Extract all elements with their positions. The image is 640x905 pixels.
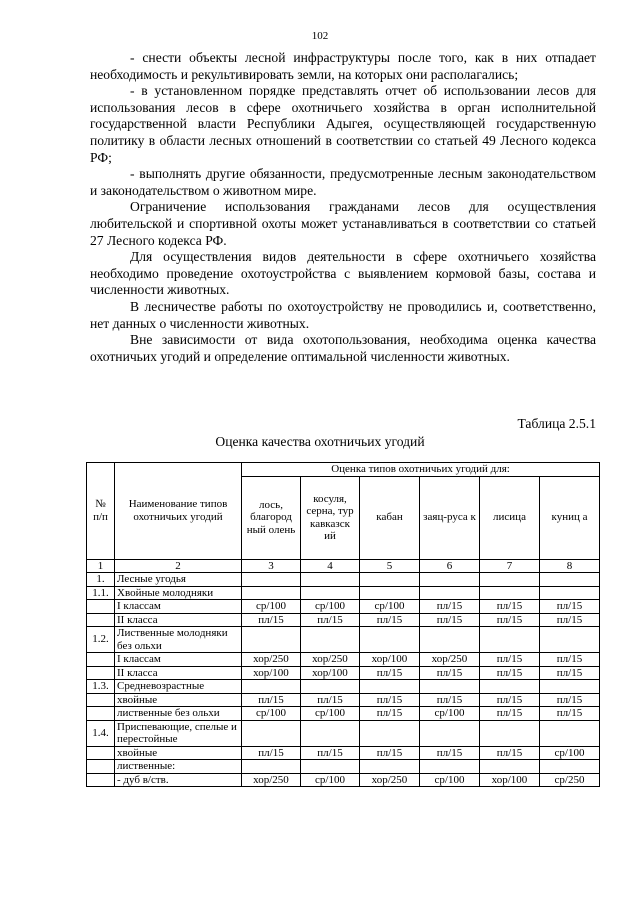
table-row [87,720,600,746]
row-value: пл/15 [420,746,480,760]
table-row [87,627,600,653]
paragraph: - выполнять другие обязанности, предусмотренные лесным законодательством и законодательством о животном мире. [90,166,596,198]
hunting-grounds-table [86,462,600,787]
paragraph: Ограничение использования гражданами лесов для осуществления любительской и спортивной охоты может устанавливаться в соответствии со статьей 27 Лесного кодекса РФ. [90,199,596,248]
row-value: пл/15 [360,613,420,627]
row-value: пл/15 [360,707,420,721]
row-value: пл/15 [242,746,301,760]
row-name: лиственные: [115,760,242,774]
column-number-row [87,559,600,573]
row-value [360,720,420,746]
table-row [87,707,600,721]
table-row [87,653,600,667]
row-value [301,760,360,774]
paragraph: Вне зависимости от вида охотопользования, необходима оценка качества охотничьих угодий и определение оптимальной численности животных. [90,332,596,364]
row-value [420,760,480,774]
row-name: I классам [115,600,242,614]
row-value [480,627,540,653]
table-row [87,600,600,614]
row-value: пл/15 [242,613,301,627]
column-number: 1 [87,559,115,573]
row-value: пл/15 [301,613,360,627]
column-number: 8 [540,559,600,573]
row-value: пл/15 [540,600,600,614]
row-value: пл/15 [360,666,420,680]
row-value [301,720,360,746]
row-value [420,627,480,653]
paragraph: Для осуществления видов деятельности в сфере охотничьего хозяйства необходимо проведение охотоустройства с выявлением кормовой базы, состава и численности животных. [90,249,596,298]
row-number [87,666,115,680]
paragraph: - в установленном порядке представлять отчет об использовании лесов для использования лесов в сфере охотничьего хозяйства в орган исполнительной государственной власти Республики Адыгея, осуществляющей государственную политику в области лесных отношений в соответствии со статьей 49 Лесного кодекса РФ; [90,83,596,165]
table-row [87,680,600,694]
row-value [540,573,600,587]
row-name: I классам [115,653,242,667]
table-row [87,746,600,760]
column-number: 7 [480,559,540,573]
row-number [87,693,115,707]
row-value: пл/15 [420,600,480,614]
row-number [87,600,115,614]
row-value [301,680,360,694]
table-row [87,760,600,774]
header-num: № п/п [87,463,115,560]
row-value: пл/15 [540,693,600,707]
row-value [360,573,420,587]
column-number: 4 [301,559,360,573]
row-value: пл/15 [420,693,480,707]
header-column: заяц-руса к [420,476,480,559]
row-value [242,680,301,694]
row-value [480,720,540,746]
row-value: ср/100 [420,707,480,721]
paragraph: В лесничестве работы по охотоустройству не проводились и, соответственно, нет данных о численности животных. [90,298,596,331]
row-value: пл/15 [420,666,480,680]
row-value: пл/15 [242,693,301,707]
row-value: ср/100 [540,746,600,760]
row-value [242,586,301,600]
row-name: хвойные [115,693,242,707]
row-value: ср/100 [360,600,420,614]
table-row [87,693,600,707]
row-value: пл/15 [480,746,540,760]
row-value [360,680,420,694]
row-value: пл/15 [480,613,540,627]
column-number: 5 [360,559,420,573]
row-value [480,573,540,587]
row-value: хор/250 [301,653,360,667]
row-number [87,773,115,787]
table-row [87,613,600,627]
row-value [242,760,301,774]
row-value: пл/15 [360,746,420,760]
row-name: Приспевающие, спелые и перестойные [115,720,242,746]
row-value: пл/15 [360,693,420,707]
row-value [540,627,600,653]
row-value: ср/100 [420,773,480,787]
row-value [420,586,480,600]
row-number [87,760,115,774]
table-row [87,773,600,787]
row-name: хвойные [115,746,242,760]
row-value [420,720,480,746]
row-value [540,680,600,694]
header-column: лисица [480,476,540,559]
row-value: пл/15 [540,613,600,627]
row-value: ср/250 [540,773,600,787]
row-value [242,720,301,746]
row-value: хор/100 [301,666,360,680]
row-value: ср/100 [301,773,360,787]
table-row [87,586,600,600]
row-number: 1.4. [87,720,115,746]
table-body [87,573,600,787]
row-number: 1.1. [87,586,115,600]
row-value [301,586,360,600]
table-label: Таблица 2.5.1 [517,416,596,431]
row-number: 1.2. [87,627,115,653]
table-row [87,666,600,680]
row-value [242,627,301,653]
row-value: пл/15 [480,693,540,707]
row-name: Лиственные молодняки без ольхи [115,627,242,653]
row-name: - дуб в/ств. [115,773,242,787]
body-text [90,50,596,365]
header-column: косуля, серна, тур кавказск ий [301,476,360,559]
column-number: 3 [242,559,301,573]
row-value: пл/15 [301,693,360,707]
row-number: 1.3. [87,680,115,694]
row-name: лиственные без ольхи [115,707,242,721]
row-value: ср/100 [301,707,360,721]
row-value [540,760,600,774]
row-value [540,586,600,600]
row-value [360,586,420,600]
row-number [87,613,115,627]
row-value [480,760,540,774]
row-value: пл/15 [480,666,540,680]
column-number: 6 [420,559,480,573]
row-value [360,760,420,774]
row-value: хор/100 [360,653,420,667]
row-value: хор/100 [242,666,301,680]
row-value [480,680,540,694]
row-number [87,653,115,667]
header-column: кабан [360,476,420,559]
row-value: ср/100 [242,600,301,614]
row-value [360,627,420,653]
row-name: II класса [115,613,242,627]
row-value: пл/15 [540,666,600,680]
row-value [420,680,480,694]
row-value: пл/15 [420,613,480,627]
row-value: пл/15 [480,707,540,721]
header-column: куниц а [540,476,600,559]
header-name: Наименование типов охотничьих угодий [115,463,242,560]
row-value [480,586,540,600]
table-title: Оценка качества охотничьих угодий [215,434,425,449]
table-row [87,573,600,587]
header-column: лось, благород ный олень [242,476,301,559]
row-value: пл/15 [540,653,600,667]
header-group: Оценка типов охотничьих угодий для: [242,463,600,477]
row-number [87,707,115,721]
row-value: пл/15 [540,707,600,721]
column-number: 2 [115,559,242,573]
row-name: II класса [115,666,242,680]
row-value: хор/250 [242,653,301,667]
row-value [420,573,480,587]
row-value [242,573,301,587]
row-value: пл/15 [301,746,360,760]
row-value [301,573,360,587]
row-number [87,746,115,760]
row-value: пл/15 [480,653,540,667]
row-value [540,720,600,746]
row-value [301,627,360,653]
page-number: 102 [311,30,329,42]
row-value: хор/250 [242,773,301,787]
row-value: хор/250 [420,653,480,667]
row-value: ср/100 [301,600,360,614]
row-value: пл/15 [480,600,540,614]
row-value: ср/100 [242,707,301,721]
row-value: хор/100 [480,773,540,787]
row-name: Хвойные молодняки [115,586,242,600]
row-number: 1. [87,573,115,587]
row-name: Лесные угодья [115,573,242,587]
row-name: Средневозрастные [115,680,242,694]
row-value: хор/250 [360,773,420,787]
paragraph: - снести объекты лесной инфраструктуры после того, как в них отпадает необходимость и рекультивировать земли, на которых они располагались; [90,50,596,82]
